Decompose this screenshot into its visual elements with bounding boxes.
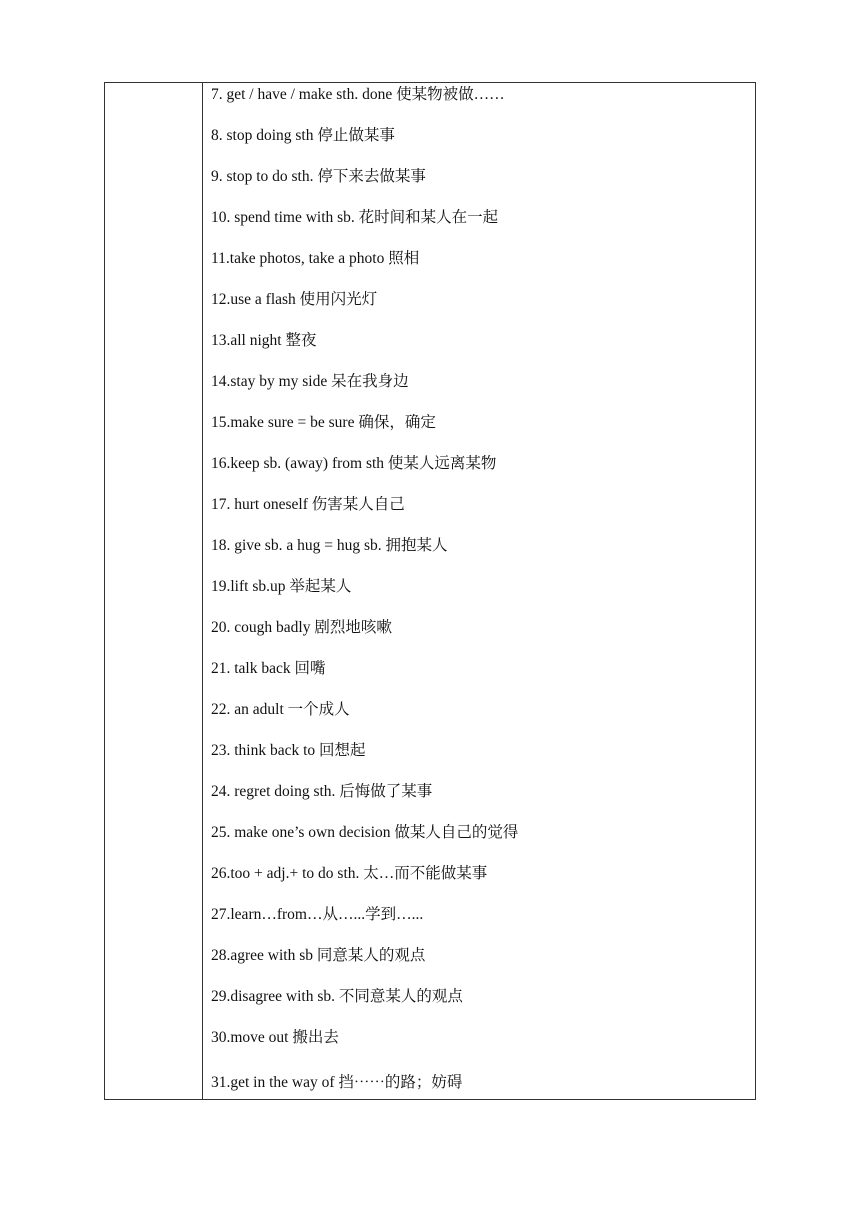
phrase-item: 7. get / have / make sth. done 使某物被做……: [211, 86, 505, 103]
phrase-item: 9. stop to do sth. 停下来去做某事: [211, 168, 426, 185]
phrase-item: 28.agree with sb 同意某人的观点: [211, 947, 426, 964]
phrase-item: 8. stop doing sth 停止做某事: [211, 127, 395, 144]
phrase-item: 29.disagree with sb. 不同意某人的观点: [211, 988, 463, 1005]
phrase-item: 20. cough badly 剧烈地咳嗽: [211, 619, 392, 636]
phrase-item: 22. an adult 一个成人: [211, 701, 350, 718]
phrase-item: 17. hurt oneself 伤害某人自己: [211, 496, 405, 513]
phrase-item: 27.learn…from…从…...学到…...: [211, 906, 424, 923]
phrase-item: 30.move out 搬出去: [211, 1029, 339, 1046]
phrase-item: 23. think back to 回想起: [211, 742, 366, 759]
phrase-item: 15.make sure = be sure 确保，确定: [211, 414, 436, 431]
phrase-item: 10. spend time with sb. 花时间和某人在一起: [211, 209, 499, 226]
phrase-item: 16.keep sb. (away) from sth 使某人远离某物: [211, 455, 497, 472]
phrase-item: 21. talk back 回嘴: [211, 660, 326, 677]
phrase-item: 18. give sb. a hug = hug sb. 拥抱某人: [211, 537, 448, 554]
phrase-item: 25. make one’s own decision 做某人自己的觉得: [211, 824, 519, 841]
phrase-item: 19.lift sb.up 举起某人: [211, 578, 352, 595]
phrase-item: 14.stay by my side 呆在我身边: [211, 373, 409, 390]
table-left-cell: [105, 83, 203, 1099]
phrase-item: 13.all night 整夜: [211, 332, 317, 349]
phrase-item: 31.get in the way of 挡⋯⋯的路；妨碍: [211, 1074, 463, 1091]
phrase-item: 11.take photos, take a photo 照相: [211, 250, 420, 267]
phrase-item: 26.too + adj.+ to do sth. 太…而不能做某事: [211, 865, 488, 882]
phrase-item: 24. regret doing sth. 后悔做了某事: [211, 783, 433, 800]
phrase-item: 12.use a flash 使用闪光灯: [211, 291, 378, 308]
vocabulary-table: [104, 82, 756, 1100]
